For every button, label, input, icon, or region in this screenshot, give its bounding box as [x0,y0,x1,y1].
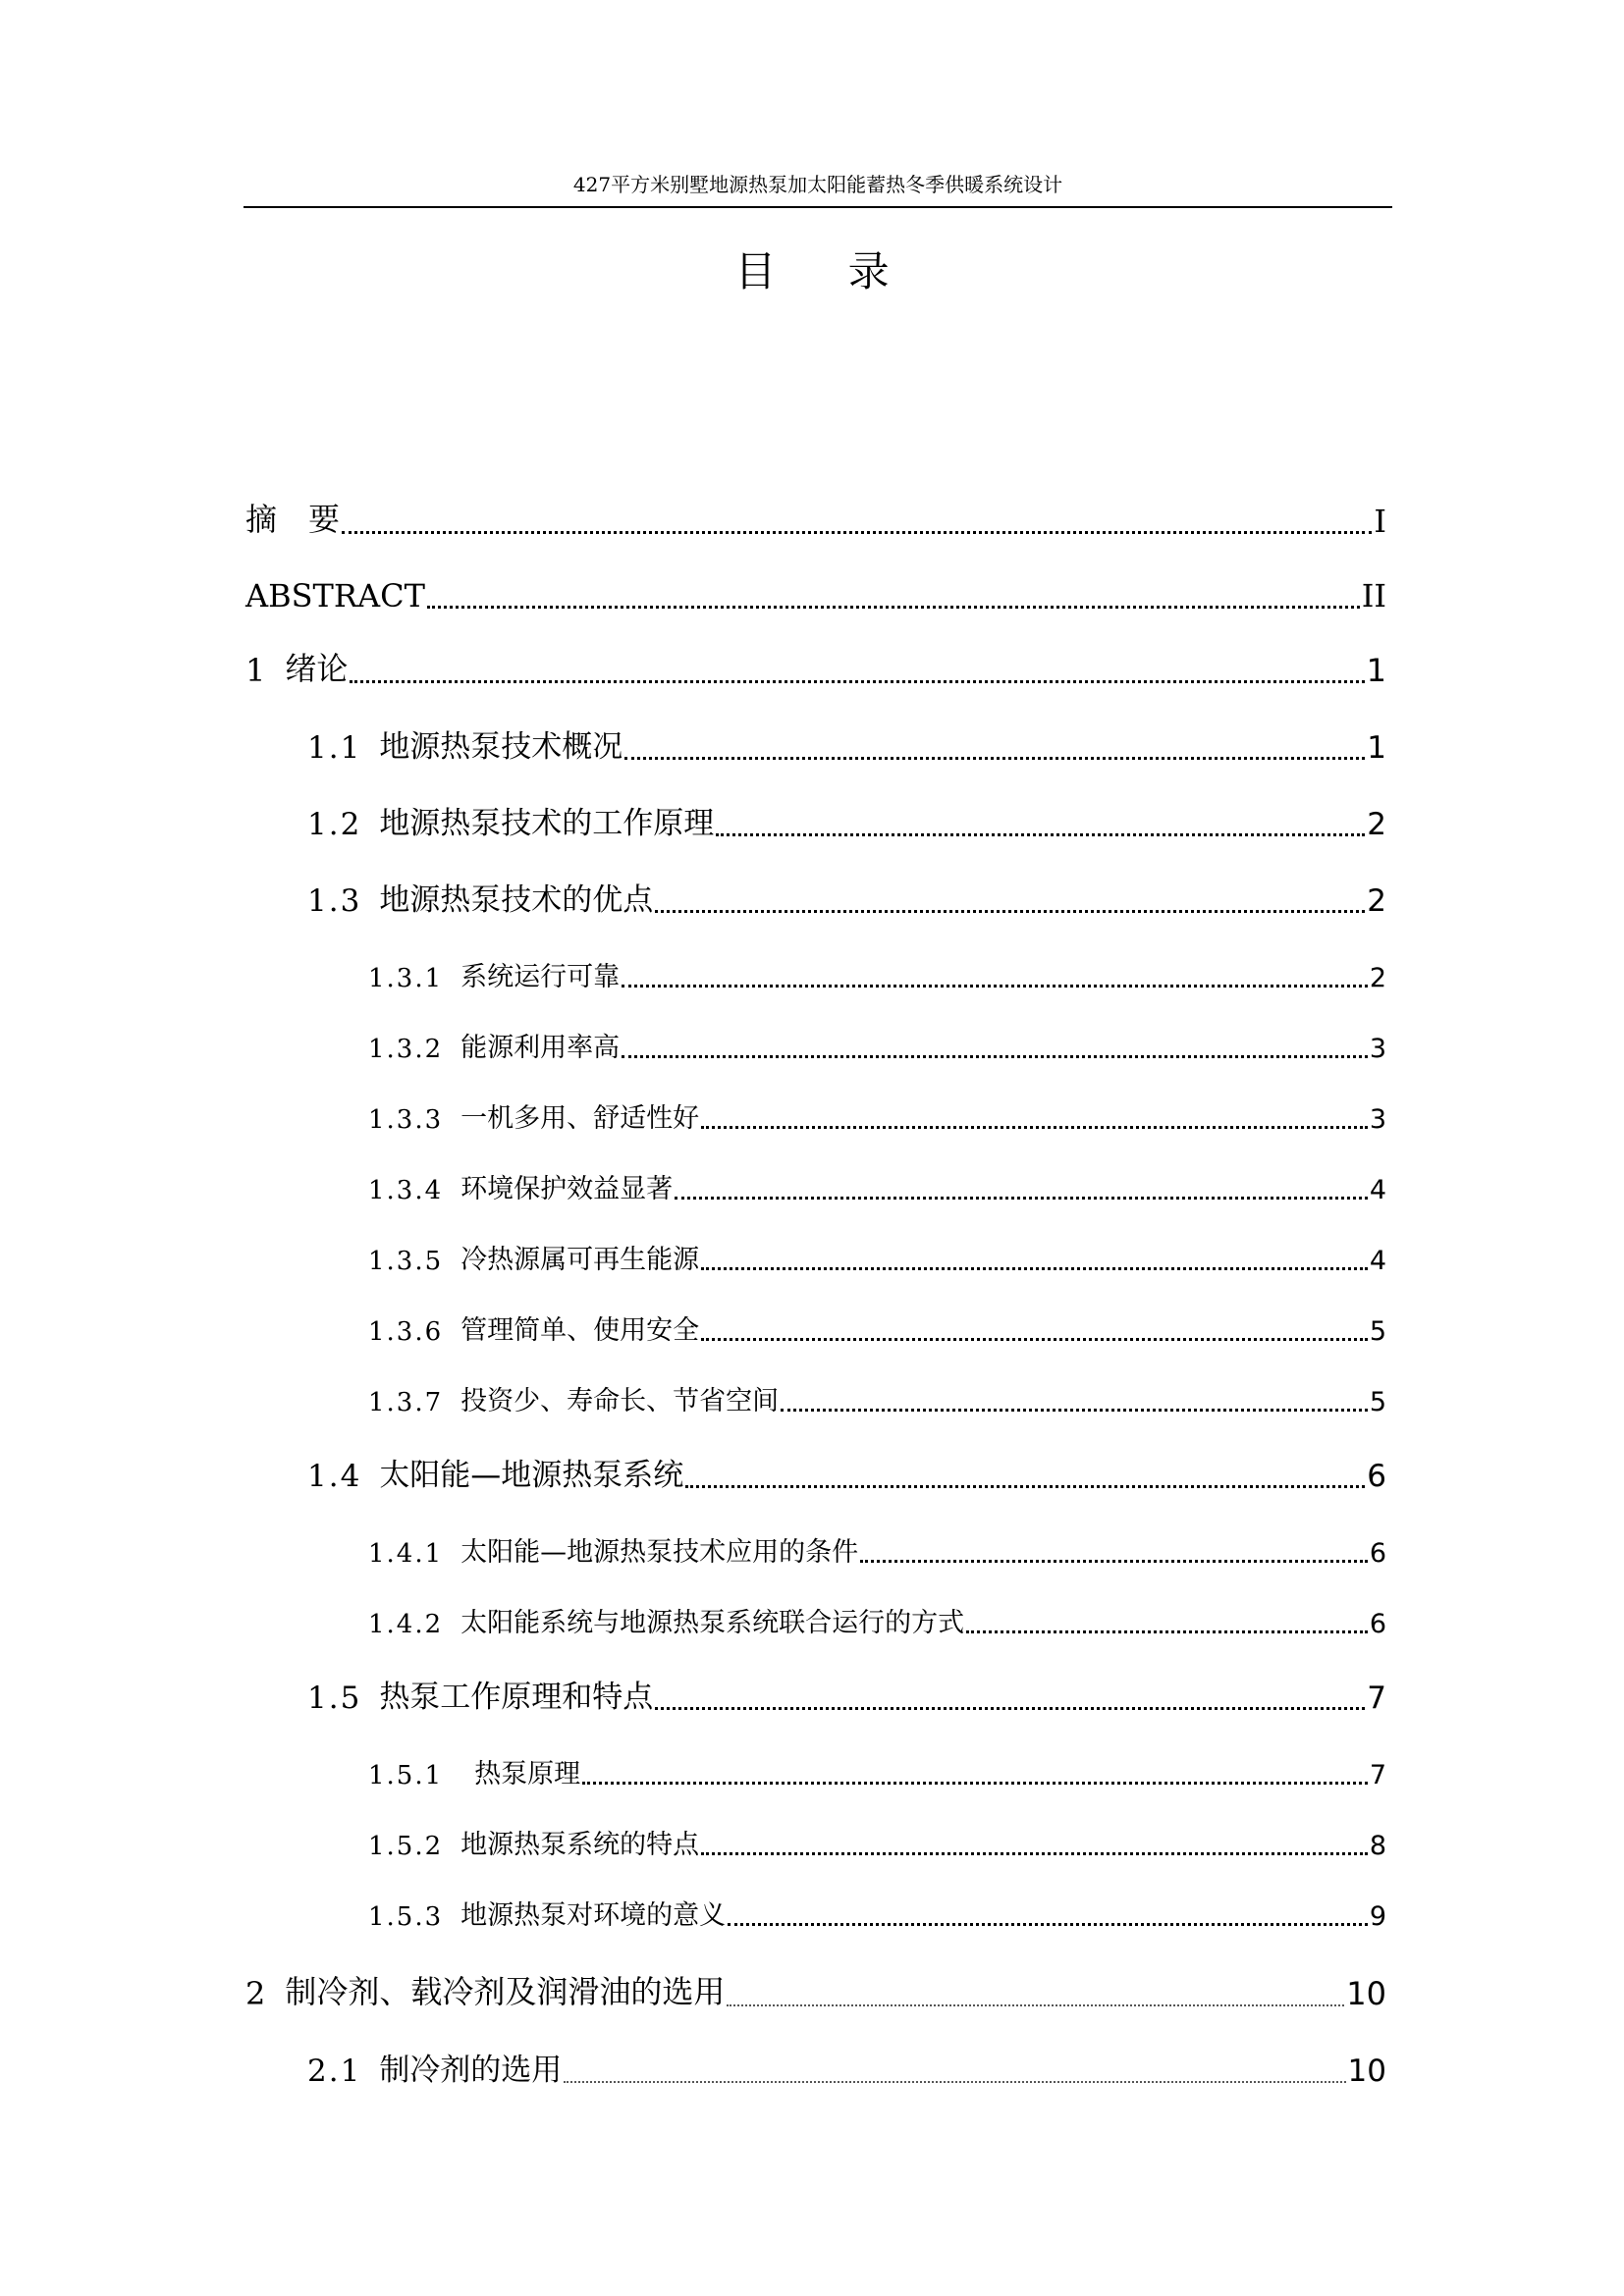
toc-entry-label: 系统运行可靠 [460,962,621,992]
toc-entry-number: 1.3.3 [368,1105,444,1135]
toc-entry-abstract-en[interactable] [245,565,1386,614]
toc-entry-abstract-cn[interactable] [245,491,1386,540]
toc-entry-1-5-2[interactable] [245,1818,1386,1861]
toc-entry-label: 热泵工作原理和特点 [379,1680,654,1715]
toc-entry-1-5[interactable] [245,1667,1386,1716]
toc-entry-1-4-2[interactable] [245,1596,1386,1639]
toc-entry-label: 能源利用率高 [460,1033,621,1063]
toc-entry-1-3-3[interactable] [245,1092,1386,1135]
header-divider [244,206,1392,208]
toc-entry-label: ABSTRACT [245,577,425,614]
dot-leader [655,1707,1365,1710]
toc-entry-label: 太阳能系统与地源热泵系统联合运行的方式 [460,1608,965,1638]
toc-entry-page: I [1374,503,1386,540]
toc-entry-label: 绪论 [285,650,349,687]
toc-entry-number: 1.3.5 [368,1247,444,1276]
toc-entry-number: 1.4.2 [368,1610,444,1639]
toc-entry-page: 6 [1367,1459,1386,1494]
toc-entry-label: 制冷剂的选用 [379,2053,563,2088]
toc-entry-1-3-6[interactable] [245,1304,1386,1347]
dot-leader [622,985,1368,988]
toc-entry-label: 太阳能—地源热泵系统 [379,1458,684,1493]
page-title: 目 录 [734,247,919,295]
toc-entry-1-5-1[interactable] [245,1747,1386,1790]
dot-leader [728,1923,1368,1926]
toc-entry-number: 2 [245,1975,268,2012]
toc-entry-1-3-7[interactable] [245,1374,1386,1417]
toc-entry-label: 地源热泵对环境的意义 [460,1900,727,1931]
dot-leader [675,1197,1368,1200]
toc-entry-page: 2 [1367,883,1386,919]
dot-leader [966,1630,1368,1633]
toc-entry-page: 2 [1367,807,1386,842]
toc-entry-page: 5 [1369,1387,1386,1417]
toc-entry-2[interactable] [245,1963,1386,2012]
dot-leader [350,680,1364,683]
toc-entry-page: 5 [1369,1316,1386,1347]
toc-entry-page: 3 [1369,1034,1386,1064]
toc-entry-number: 1.3.1 [368,964,444,993]
dot-leader [701,1267,1368,1270]
toc-entry-number: 1.1 [307,730,362,766]
toc-entry-number: 1.3.2 [368,1035,444,1064]
toc-entry-number: 1.5.1 [368,1761,444,1790]
toc-entry-number: 1.2 [307,807,362,842]
dot-leader [582,1782,1368,1785]
toc-entry-page: 6 [1369,1609,1386,1639]
toc-entry-page: 1 [1366,652,1386,689]
toc-entry-number: 1.4 [307,1459,362,1494]
toc-entry-number: 1.3 [307,883,362,919]
running-header: 427平方米别墅地源热泵加太阳能蓄热冬季供暖系统设计 [572,173,1063,196]
toc-entry-label: 摘 要 [245,501,341,538]
toc-entry-label: 地源热泵技术概况 [379,729,623,765]
toc-entry-1-3-5[interactable] [245,1233,1386,1276]
dot-leader [727,2004,1344,2006]
toc-entry-number: 1.5.2 [368,1832,444,1861]
toc-entry-1-4[interactable] [245,1445,1386,1494]
toc-entry-label: 热泵原理 [474,1759,581,1789]
toc-entry-1-5-3[interactable] [245,1889,1386,1932]
dot-leader [716,833,1365,836]
toc-entry-label: 太阳能—地源热泵技术应用的条件 [460,1537,859,1568]
toc-entry-page: 4 [1369,1175,1386,1205]
toc-entry-1-3-2[interactable] [245,1021,1386,1064]
toc-entry-1-3-1[interactable] [245,950,1386,993]
toc-entry-page: 10 [1346,1975,1386,2012]
toc-entry-label: 制冷剂、载冷剂及润滑油的选用 [285,1973,726,2010]
toc-entry-number: 1.3.6 [368,1317,444,1347]
toc-entry-number: 1.5 [307,1681,362,1716]
toc-entry-number: 1.3.7 [368,1388,444,1417]
toc-entry-page: 2 [1369,963,1386,993]
toc-entry-label: 环境保护效益显著 [460,1174,674,1204]
toc-entry-number: 1.5.3 [368,1902,444,1932]
toc-entry-page: 3 [1369,1104,1386,1135]
toc-entry-1-1[interactable] [245,717,1386,766]
toc-entry-1-4-1[interactable] [245,1525,1386,1569]
toc-entry-label: 地源热泵技术的优点 [379,882,654,918]
dot-leader [860,1560,1368,1563]
toc-entry-page: 7 [1369,1760,1386,1790]
toc-entry-page: 1 [1367,730,1386,766]
toc-entry-number: 1.3.4 [368,1176,444,1205]
toc-entry-1-3-4[interactable] [245,1162,1386,1205]
dot-leader [342,531,1372,534]
toc-entry-page: 10 [1347,2054,1386,2089]
dot-leader [701,1852,1368,1855]
toc-entry-label: 地源热泵技术的工作原理 [379,806,715,841]
toc-entry-label: 一机多用、舒适性好 [460,1103,700,1134]
dot-leader [624,757,1365,760]
dot-leader [427,606,1360,609]
toc-entry-1-3[interactable] [245,870,1386,919]
dot-leader [564,2081,1345,2083]
toc-entry-label: 管理简单、使用安全 [460,1315,700,1346]
toc-entry-page: 6 [1369,1538,1386,1569]
toc-entry-2-1[interactable] [245,2040,1386,2089]
toc-entry-page: 4 [1369,1246,1386,1276]
dot-leader [685,1485,1365,1488]
toc-entry-1-2[interactable] [245,793,1386,842]
toc-entry-label: 地源热泵系统的特点 [460,1830,700,1860]
dot-leader [622,1055,1368,1058]
toc-entry-page: II [1361,577,1386,614]
dot-leader [655,910,1365,913]
toc-entry-page: 9 [1369,1901,1386,1932]
toc-entry-number: 1 [245,652,268,689]
toc-entry-label: 投资少、寿命长、节省空间 [460,1386,780,1416]
toc-entry-1[interactable] [245,640,1386,689]
dot-leader [701,1338,1368,1341]
toc-entry-page: 7 [1367,1681,1386,1716]
toc-entry-number: 1.4.1 [368,1539,444,1569]
toc-entry-number: 2.1 [307,2054,362,2089]
toc-entry-page: 8 [1369,1831,1386,1861]
dot-leader [701,1126,1368,1129]
toc-entry-label: 冷热源属可再生能源 [460,1245,700,1275]
dot-leader [781,1409,1368,1412]
